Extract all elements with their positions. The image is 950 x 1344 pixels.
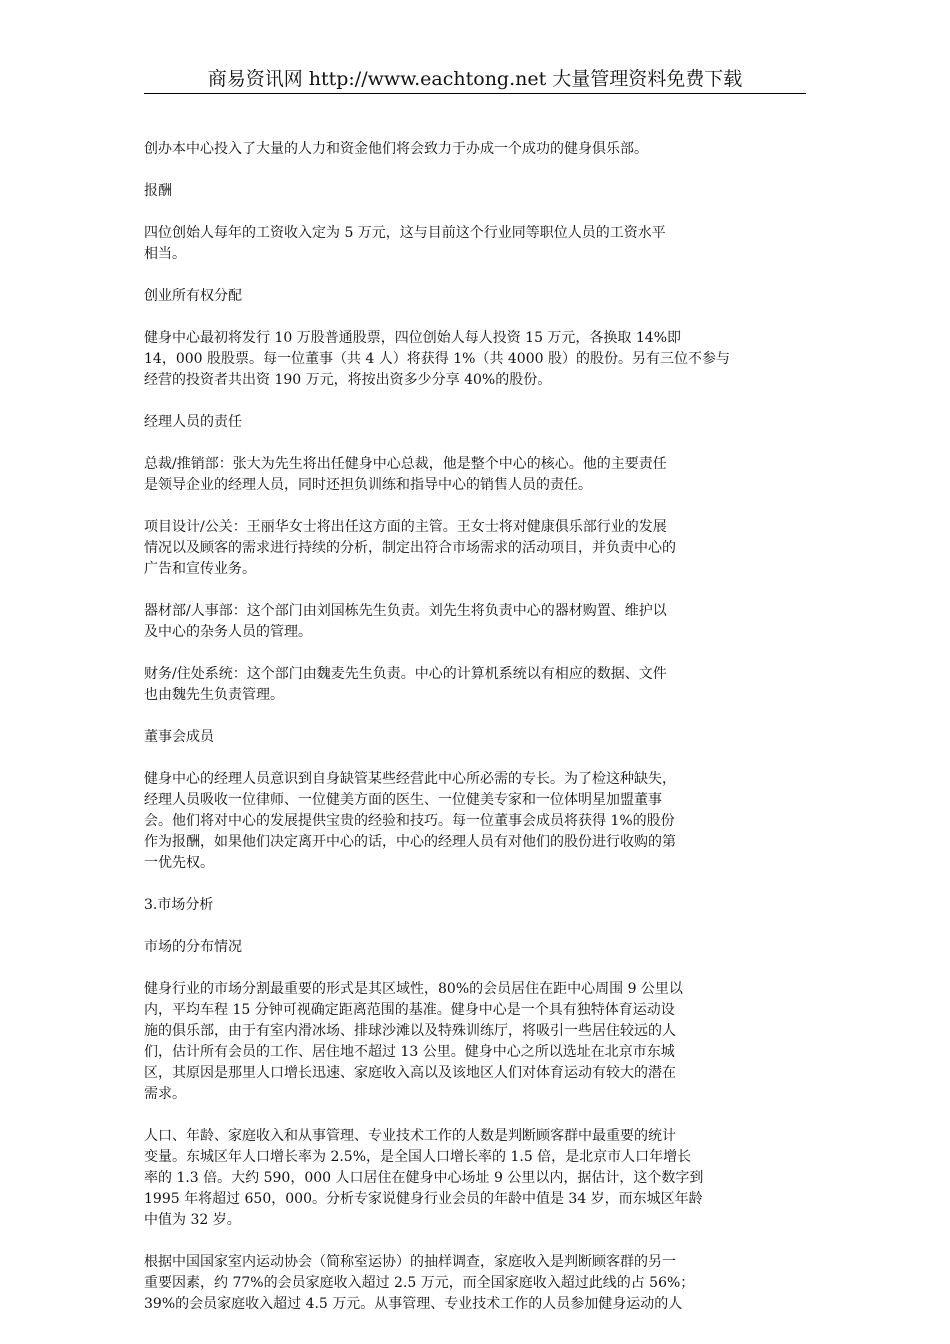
heading-compensation: 报酬 (144, 183, 172, 199)
paragraph-president: 总裁/推销部：张大为先生将出任健身中心总裁，他是整个中心的核心。他的主要责任 是领导企业的经理人员，同时还担负训练和指导中心的销售人员的责任。 (144, 456, 667, 493)
heading-market-distribution: 市场的分布情况 (144, 939, 242, 955)
document-body (144, 139, 742, 1336)
paragraph-demographics: 人口、年龄、家庭收入和从事管理、专业技术工作的人数是判断顾客群中最重要的统计 变量。东城区年人口增长率为 2.5%，是全国人口增长率的 1.5 倍，是北京市人口年增长 率的 1.3 倍。大约 590，000 人口居住在健身中心场址 9 公里以内，据估计，这个数字到 1995 年将超过 650，000。分析专家说健身行业会员的年龄中值是 34 岁，而东城区年龄 中值为 32 岁。 (144, 1128, 704, 1228)
paragraph-board: 健身中心的经理人员意识到自身缺管某些经营此中心所必需的专长。为了检这种缺失， 经理人员吸收一位律师、一位健美方面的医生、一位健美专家和一位体明星加盟董事 会。他们将对中心的发展提供宝贵的经验和技巧。每一位董事会成员将获得 1%的股份 作为报酬，如果他们决定离开中心的话，中心的经理人员有对他们的股份进行收购的第 一优先权。 (144, 771, 676, 871)
paragraph-finance: 财务/住处系统：这个部门由魏麦先生负责。中心的计算机系统以有相应的数据、文件 也由魏先生负责管理。 (144, 666, 667, 703)
heading-board: 董事会成员 (144, 729, 214, 745)
paragraph-equipment: 器材部/人事部：这个部门由刘国栋先生负责。刘先生将负责中心的器材购置、维护以 及中心的杂务人员的管理。 (144, 603, 667, 640)
paragraph-ownership: 健身中心最初将发行 10 万股普通股票，四位创始人每人投资 15 万元，各换取 14%即 14，000 股股票。每一位董事（共 4 人）将获得 1%（共 4000 股）的股份。另有三位不参与 经营的投资者共出资 190 万元，将按出资多少分享 40%的股份。 (144, 330, 730, 388)
paragraph-intro: 创办本中心投入了大量的人力和资金他们将会致力于办成一个成功的健身俱乐部。 (144, 141, 648, 157)
heading-management-duties: 经理人员的责任 (144, 414, 242, 430)
header-divider (144, 93, 806, 94)
heading-market-analysis: 3.市场分析 (144, 897, 214, 913)
paragraph-market-distribution: 健身行业的市场分割最重要的形式是其区域性，80%的会员居住在距中心周围 9 公里以 内，平均车程 15 分钟可视确定距离范围的基准。健身中心是一个具有独特体育运动设 施的俱乐部，由于有室内滑冰场、排球沙滩以及特殊训练厅，将吸引一些居住较远的人 们，估计所有会员的工作、居住地不超过 13 公里。健身中心之所以选址在北京市东城 区，其原因是那里人口增长迅速、家庭收入高以及该地区人们对体育运动有较大的潜在 需求。 (144, 981, 683, 1102)
heading-ownership: 创业所有权分配 (144, 288, 242, 304)
paragraph-project-design: 项目设计/公关：王丽华女士将出任这方面的主管。王女士将对健康俱乐部行业的发展 情况以及顾客的需求进行持续的分析，制定出符合市场需求的活动项目，并负责中心的 广告和宣传业务。 (144, 519, 676, 577)
paragraph-household-income: 根据中国国家室内运动协会（简称室运协）的抽样调查，家庭收入是判断顾客群的另一 重要因素，约 77%的会员家庭收入超过 2.5 万元，而全国家庭收入超过此线的占 56%； 39%的会员家庭收入超过 4.5 万元。从事管理、专业技术工作的人员参加健身运动的人 (144, 1254, 695, 1312)
page-header: 商易资讯网 http://www.eachtong.net 大量管理资料免费下载 (207, 68, 743, 90)
paragraph-compensation: 四位创始人每年的工资收入定为 5 万元，这与目前这个行业同等职位人员的工资水平 相当。 (144, 225, 666, 262)
